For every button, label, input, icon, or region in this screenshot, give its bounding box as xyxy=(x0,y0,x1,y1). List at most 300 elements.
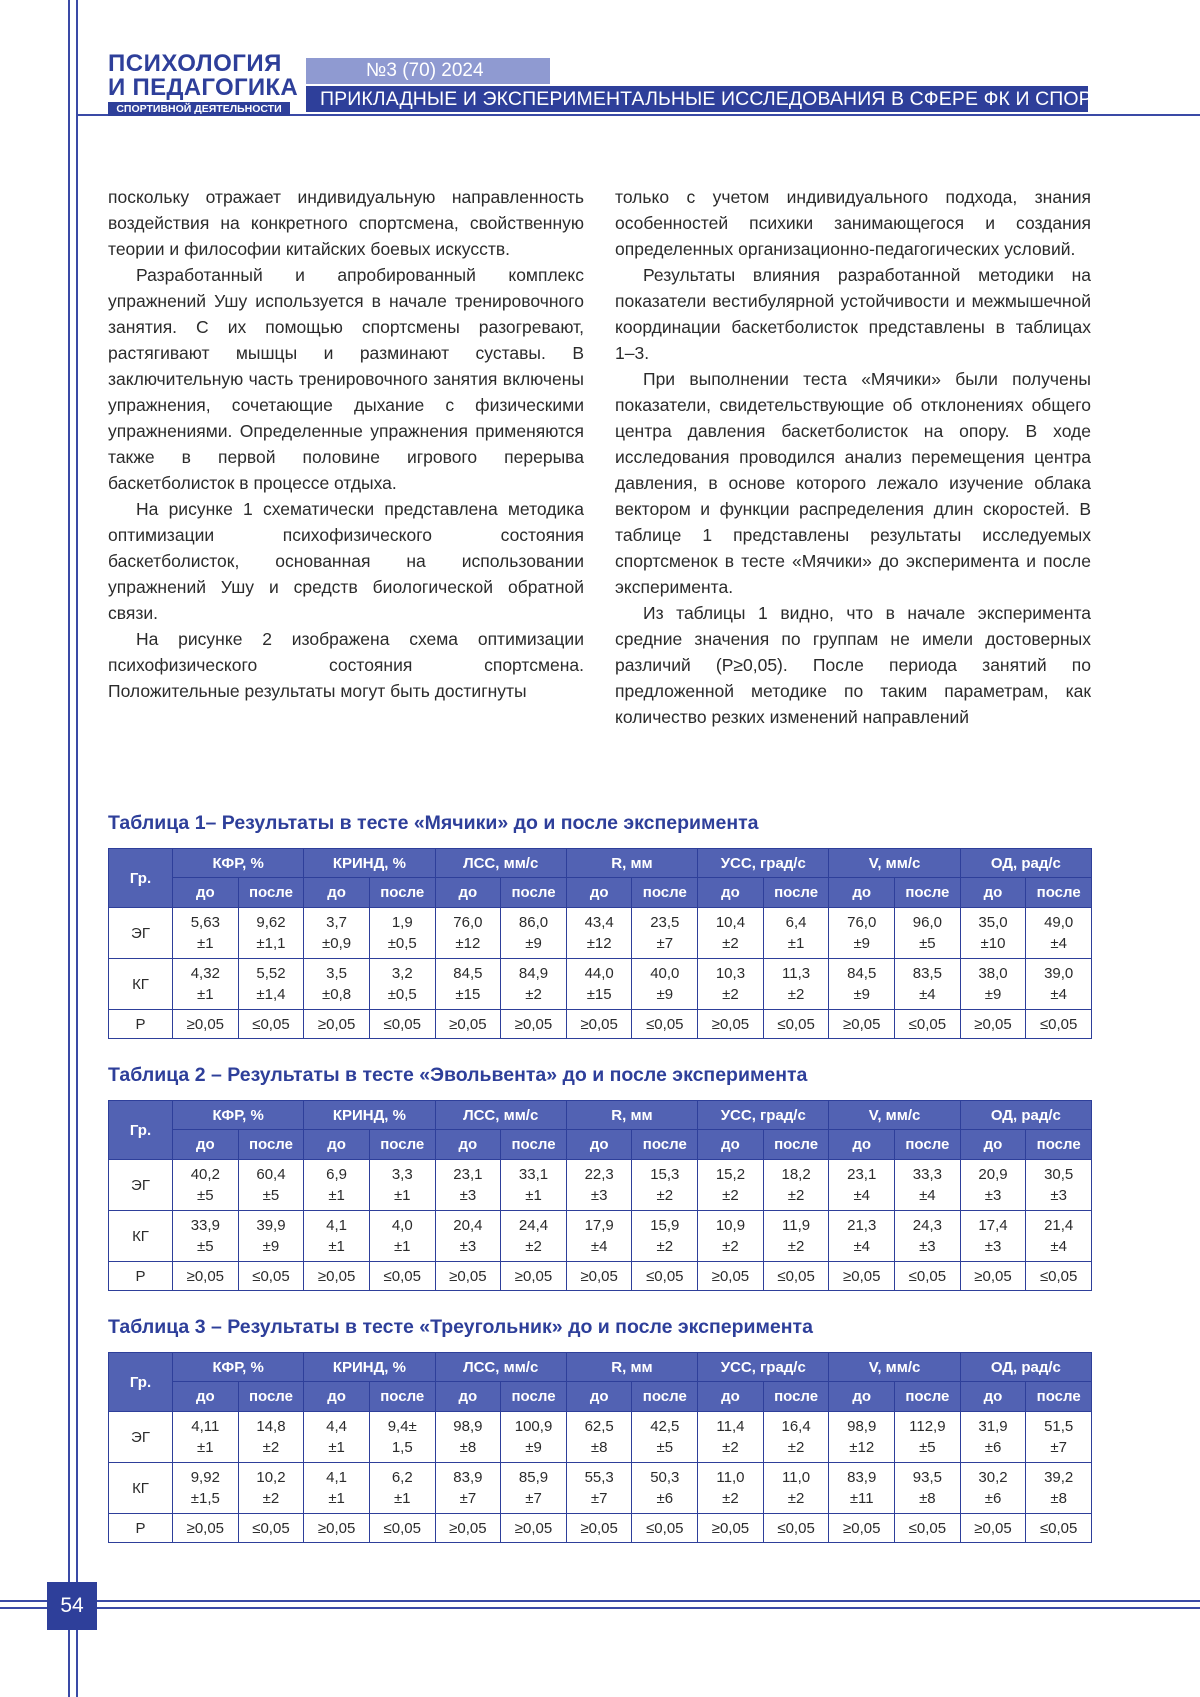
param-header: УСС, град/с xyxy=(698,1101,829,1130)
param-header: КРИНД, % xyxy=(304,849,435,878)
cell-mean: 39,0 xyxy=(1044,965,1074,982)
value-cell xyxy=(501,1211,567,1262)
cell-deviation: ±1,5 xyxy=(190,1490,220,1507)
cell-mean: 16,4 xyxy=(781,1418,811,1435)
after-header: после xyxy=(501,1130,567,1160)
param-header: R, мм xyxy=(566,849,697,878)
after-header: после xyxy=(369,1382,435,1412)
value-cell xyxy=(829,1160,895,1211)
cell-deviation: ±3 xyxy=(919,1238,936,1255)
value-cell xyxy=(1026,1412,1092,1463)
param-header: КФР, % xyxy=(173,1101,304,1130)
p-value-cell: ≥0,05 xyxy=(501,1010,567,1039)
value-cell xyxy=(501,959,567,1010)
p-value-cell: ≤0,05 xyxy=(763,1262,829,1291)
value-cell xyxy=(763,1211,829,1262)
cell-deviation: ±2 xyxy=(722,1490,739,1507)
before-header: до xyxy=(960,878,1026,908)
cell-mean: 24,4 xyxy=(518,1217,549,1234)
value-cell xyxy=(829,1463,895,1514)
cell-deviation: ±6 xyxy=(984,1439,1002,1456)
cell-deviation: ±8 xyxy=(459,1439,477,1456)
page-number: 54 xyxy=(47,1582,97,1630)
cell-mean: 112,9 xyxy=(909,1418,946,1435)
value-cell xyxy=(304,1463,370,1514)
p-value-cell: ≥0,05 xyxy=(566,1514,632,1543)
p-label: P xyxy=(109,1514,173,1543)
p-value-cell: ≥0,05 xyxy=(173,1262,239,1291)
param-header: КФР, % xyxy=(173,1353,304,1382)
before-header: до xyxy=(435,1130,501,1160)
journal-logo xyxy=(108,50,298,116)
value-cell xyxy=(304,959,370,1010)
cell-deviation: ±2 xyxy=(722,1187,739,1204)
frame-line-left-1 xyxy=(68,0,70,1697)
cell-mean: 10,3 xyxy=(715,965,746,982)
before-header: до xyxy=(698,1382,764,1412)
cell-mean: 4,11 xyxy=(191,1418,220,1435)
value-cell xyxy=(698,959,764,1010)
header-row xyxy=(109,849,1092,878)
cell-deviation: ±4 xyxy=(919,986,936,1003)
p-value-cell: ≥0,05 xyxy=(501,1514,567,1543)
cell-mean: 51,5 xyxy=(1044,1418,1074,1435)
cell-deviation: ±0,5 xyxy=(387,935,417,952)
cell-mean: 3,7 xyxy=(326,914,348,931)
before-header: до xyxy=(829,1130,895,1160)
p-value-cell: ≤0,05 xyxy=(895,1514,961,1543)
cell-deviation: ±2 xyxy=(262,1439,280,1456)
p-row xyxy=(109,1262,1092,1291)
paragraph: Результаты влияния разработанной методики на показатели вестибулярной устойчивости и межмышечной координации баскетболисток представлены в таблицах 1–3. xyxy=(615,265,1091,363)
p-value-cell: ≥0,05 xyxy=(698,1010,764,1039)
cell-mean: 83,9 xyxy=(847,1469,877,1486)
value-cell xyxy=(895,1463,961,1514)
cell-mean: 9,62 xyxy=(256,914,286,931)
cell-deviation: ±1 xyxy=(787,935,805,952)
before-header: до xyxy=(566,1382,632,1412)
p-value-cell: ≤0,05 xyxy=(238,1262,304,1291)
cell-deviation: ±0,9 xyxy=(322,935,352,952)
cell-mean: 4,0 xyxy=(391,1217,413,1234)
p-value-cell: ≤0,05 xyxy=(632,1010,698,1039)
cell-mean: 98,9 xyxy=(847,1418,877,1435)
cell-mean: 86,0 xyxy=(518,914,549,931)
cell-mean: 83,5 xyxy=(912,965,942,982)
cell-mean: 10,9 xyxy=(715,1217,746,1234)
table-1 xyxy=(108,848,1092,1039)
after-header: после xyxy=(895,1130,961,1160)
param-header: V, мм/с xyxy=(829,849,960,878)
paragraph: При выполнении теста «Мячики» были получены показатели, свидетельствующие об отклонениях общего центра давления баскетболисток на опору. В ходе исследования проводился анализ перемещения центра давления, в основе которого лежало изучение облака вектором и функции распределения длин скоростей. В таблице 1 представлены результаты исследуемых спортсменок в тесте «Мячики» до эксперимента и после эксперимента. xyxy=(615,369,1091,597)
issue-number: №3 (70) 2024 xyxy=(306,58,550,84)
cell-deviation: 1,5 xyxy=(391,1439,413,1456)
value-cell xyxy=(173,1160,239,1211)
value-cell xyxy=(960,1160,1026,1211)
cell-deviation: ±15 xyxy=(455,986,481,1003)
cell-deviation: ±5 xyxy=(197,1238,214,1255)
cell-mean: 76,0 xyxy=(453,914,483,931)
cell-deviation: ±12 xyxy=(849,1439,875,1456)
param-header: ЛСС, мм/с xyxy=(435,1353,566,1382)
param-header: КРИНД, % xyxy=(304,1101,435,1130)
p-value-cell: ≥0,05 xyxy=(501,1262,567,1291)
param-header: R, мм xyxy=(566,1101,697,1130)
group-cell: ЭГ xyxy=(109,1412,173,1463)
cell-deviation: ±8 xyxy=(1050,1490,1067,1507)
cell-deviation: ±3 xyxy=(984,1238,1002,1255)
p-value-cell: ≤0,05 xyxy=(632,1262,698,1291)
cell-deviation: ±1 xyxy=(328,1490,345,1507)
p-row xyxy=(109,1010,1092,1039)
right-column xyxy=(615,184,1091,730)
p-value-cell: ≤0,05 xyxy=(238,1010,304,1039)
after-header: после xyxy=(763,1382,829,1412)
cell-deviation: ±7 xyxy=(525,1490,542,1507)
param-header: ОД, рад/с xyxy=(960,1101,1091,1130)
subheader-row xyxy=(109,878,1092,908)
param-header: V, мм/с xyxy=(829,1353,960,1382)
cell-mean: 15,9 xyxy=(650,1217,680,1234)
value-cell xyxy=(763,1160,829,1211)
cell-mean: 21,3 xyxy=(847,1217,877,1234)
cell-mean: 20,4 xyxy=(453,1217,483,1234)
value-cell xyxy=(304,1160,370,1211)
cell-deviation: ±2 xyxy=(656,1187,674,1204)
cell-mean: 11,4 xyxy=(716,1418,745,1435)
cell-deviation: ±1 xyxy=(525,1187,542,1204)
value-cell xyxy=(369,1211,435,1262)
group-header: Гр. xyxy=(109,849,173,908)
cell-deviation: ±2 xyxy=(525,986,542,1003)
after-header: после xyxy=(501,878,567,908)
p-value-cell: ≥0,05 xyxy=(829,1262,895,1291)
cell-mean: 49,0 xyxy=(1044,914,1074,931)
after-header: после xyxy=(238,878,304,908)
p-value-cell: ≥0,05 xyxy=(960,1514,1026,1543)
cell-deviation: ±2 xyxy=(787,1490,805,1507)
param-header: ЛСС, мм/с xyxy=(435,849,566,878)
group-header: Гр. xyxy=(109,1101,173,1160)
cell-deviation: ±1 xyxy=(393,1490,411,1507)
cell-deviation: ±7 xyxy=(1050,1439,1067,1456)
group-cell: КГ xyxy=(109,1211,173,1262)
cell-mean: 10,2 xyxy=(256,1469,286,1486)
cell-deviation: ±9 xyxy=(853,986,871,1003)
cell-deviation: ±5 xyxy=(919,1439,936,1456)
group-cell: КГ xyxy=(109,959,173,1010)
value-cell xyxy=(960,908,1026,959)
cell-mean: 4,4 xyxy=(326,1418,348,1435)
p-value-cell: ≥0,05 xyxy=(435,1010,501,1039)
cell-mean: 55,3 xyxy=(584,1469,614,1486)
cell-mean: 11,9 xyxy=(782,1217,811,1234)
cell-mean: 4,1 xyxy=(326,1469,348,1486)
logo-line-2: И ПЕДАГОГИКА xyxy=(108,74,298,101)
cell-deviation: ±2 xyxy=(787,986,805,1003)
value-cell xyxy=(632,959,698,1010)
before-header: до xyxy=(566,878,632,908)
cell-deviation: ±2 xyxy=(722,1238,739,1255)
p-value-cell: ≤0,05 xyxy=(1026,1262,1092,1291)
cell-mean: 33,3 xyxy=(912,1166,942,1183)
cell-mean: 3,2 xyxy=(391,965,413,982)
table-row xyxy=(109,1211,1092,1262)
before-header: до xyxy=(173,1130,239,1160)
value-cell xyxy=(238,908,304,959)
cell-deviation: ±12 xyxy=(455,935,481,952)
before-header: до xyxy=(960,1130,1026,1160)
cell-deviation: ±9 xyxy=(853,935,871,952)
after-header: после xyxy=(501,1382,567,1412)
cell-mean: 15,2 xyxy=(715,1166,746,1183)
p-label: P xyxy=(109,1262,173,1291)
param-header: УСС, град/с xyxy=(698,1353,829,1382)
value-cell xyxy=(632,1463,698,1514)
table-3-caption: Таблица 3 – Результаты в тесте «Треугольник» до и после эксперимента xyxy=(108,1316,813,1338)
cell-deviation: ±4 xyxy=(590,1238,608,1255)
table-row xyxy=(109,1160,1092,1211)
p-value-cell: ≥0,05 xyxy=(960,1262,1026,1291)
value-cell xyxy=(238,1412,304,1463)
cell-deviation: ±8 xyxy=(919,1490,936,1507)
p-value-cell: ≥0,05 xyxy=(173,1010,239,1039)
cell-deviation: ±10 xyxy=(980,935,1006,952)
value-cell xyxy=(173,1412,239,1463)
left-column xyxy=(108,184,584,704)
cell-mean: 39,2 xyxy=(1044,1469,1074,1486)
cell-mean: 40,0 xyxy=(650,965,680,982)
cell-deviation: ±1 xyxy=(393,1187,411,1204)
cell-mean: 22,3 xyxy=(584,1166,614,1183)
p-value-cell: ≤0,05 xyxy=(1026,1010,1092,1039)
value-cell xyxy=(304,1211,370,1262)
table-2 xyxy=(108,1100,1092,1291)
p-value-cell: ≥0,05 xyxy=(698,1514,764,1543)
after-header: после xyxy=(369,1130,435,1160)
paragraph: На рисунке 2 изображена схема оптимизации психофизического состояния спортсмена. Положительные результаты могут быть достигнуты xyxy=(108,629,584,701)
table-row xyxy=(109,1412,1092,1463)
value-cell xyxy=(369,908,435,959)
paragraph: только с учетом индивидуального подхода, знания особенностей психики занимающегося и создания определенных организационно-педагогических условий. xyxy=(615,187,1091,259)
value-cell xyxy=(173,908,239,959)
param-header: R, мм xyxy=(566,1353,697,1382)
value-cell xyxy=(1026,959,1092,1010)
param-header: КФР, % xyxy=(173,849,304,878)
cell-deviation: ±4 xyxy=(919,1187,936,1204)
group-cell: ЭГ xyxy=(109,1160,173,1211)
cell-mean: 18,2 xyxy=(781,1166,811,1183)
cell-deviation: ±1 xyxy=(328,1238,345,1255)
cell-mean: 42,5 xyxy=(650,1418,680,1435)
cell-deviation: ±2 xyxy=(722,1439,739,1456)
value-cell xyxy=(632,1412,698,1463)
value-cell xyxy=(960,959,1026,1010)
after-header: после xyxy=(895,1382,961,1412)
value-cell xyxy=(960,1211,1026,1262)
cell-mean: 14,8 xyxy=(256,1418,286,1435)
cell-mean: 23,1 xyxy=(847,1166,877,1183)
cell-deviation: ±3 xyxy=(1050,1187,1067,1204)
cell-mean: 43,4 xyxy=(584,914,614,931)
cell-mean: 9,4± xyxy=(387,1418,417,1435)
header-row xyxy=(109,1101,1092,1130)
value-cell xyxy=(435,1211,501,1262)
p-value-cell: ≥0,05 xyxy=(304,1010,370,1039)
value-cell xyxy=(435,1412,501,1463)
value-cell xyxy=(698,908,764,959)
paragraph: Разработанный и апробированный комплекс упражнений Ушу используется в начале тренировочного занятия. С их помощью спортсмены разогревают, растягивают мышцы и разминают суставы. В заключительную часть тренировочного занятия включены упражнения, сочетающие дыхание с физическими упражнениями. Определенные упражнения применяются также в первой половине игрового перерыва баскетболисток в процессе отдыха. xyxy=(108,265,584,493)
table-3 xyxy=(108,1352,1092,1543)
value-cell xyxy=(501,908,567,959)
value-cell xyxy=(238,959,304,1010)
cell-mean: 17,4 xyxy=(978,1217,1008,1234)
cell-deviation: ±0,8 xyxy=(322,986,352,1003)
value-cell xyxy=(238,1211,304,1262)
cell-mean: 6,2 xyxy=(391,1469,413,1486)
cell-mean: 6,9 xyxy=(326,1166,348,1183)
cell-mean: 98,9 xyxy=(453,1418,483,1435)
before-header: до xyxy=(304,878,370,908)
value-cell xyxy=(369,1160,435,1211)
before-header: до xyxy=(960,1382,1026,1412)
after-header: после xyxy=(1026,878,1092,908)
value-cell xyxy=(829,959,895,1010)
value-cell xyxy=(1026,1463,1092,1514)
cell-mean: 5,63 xyxy=(190,914,220,931)
value-cell xyxy=(895,959,961,1010)
value-cell xyxy=(435,908,501,959)
after-header: после xyxy=(632,878,698,908)
cell-mean: 6,4 xyxy=(785,914,807,931)
p-value-cell: ≤0,05 xyxy=(369,1514,435,1543)
cell-deviation: ±3 xyxy=(984,1187,1002,1204)
p-row xyxy=(109,1514,1092,1543)
p-value-cell: ≥0,05 xyxy=(829,1010,895,1039)
table-row xyxy=(109,1463,1092,1514)
before-header: до xyxy=(435,1382,501,1412)
cell-deviation: ±5 xyxy=(656,1439,674,1456)
cell-mean: 38,0 xyxy=(978,965,1008,982)
p-value-cell: ≥0,05 xyxy=(304,1514,370,1543)
param-header: V, мм/с xyxy=(829,1101,960,1130)
value-cell xyxy=(1026,1211,1092,1262)
value-cell xyxy=(566,1412,632,1463)
cell-deviation: ±5 xyxy=(919,935,936,952)
p-value-cell: ≥0,05 xyxy=(173,1514,239,1543)
before-header: до xyxy=(566,1130,632,1160)
p-value-cell: ≥0,05 xyxy=(566,1262,632,1291)
param-header: ОД, рад/с xyxy=(960,849,1091,878)
value-cell xyxy=(238,1160,304,1211)
cell-deviation: ±3 xyxy=(459,1238,477,1255)
cell-mean: 84,5 xyxy=(847,965,877,982)
paragraph: поскольку отражает индивидуальную направленность воздействия на конкретного спортсмена, свойственную теории и философии китайских боевых искусств. xyxy=(108,187,584,259)
table-1-caption: Таблица 1– Результаты в тесте «Мячики» до и после эксперимента xyxy=(108,812,759,834)
before-header: до xyxy=(829,1382,895,1412)
cell-mean: 60,4 xyxy=(256,1166,286,1183)
value-cell xyxy=(369,1463,435,1514)
p-value-cell: ≤0,05 xyxy=(369,1010,435,1039)
cell-deviation: ±4 xyxy=(1050,986,1067,1003)
cell-deviation: ±2 xyxy=(787,1439,805,1456)
value-cell xyxy=(304,908,370,959)
paragraph: На рисунке 1 схематически представлена методика оптимизации психофизического состояния баскетболисток, основанная на использовании упражнений Ушу и средств биологической обратной связи. xyxy=(108,499,584,623)
before-header: до xyxy=(173,878,239,908)
cell-deviation: ±2 xyxy=(787,1238,805,1255)
value-cell xyxy=(698,1412,764,1463)
after-header: после xyxy=(238,1130,304,1160)
cell-mean: 83,9 xyxy=(453,1469,483,1486)
p-value-cell: ≤0,05 xyxy=(632,1514,698,1543)
value-cell xyxy=(698,1463,764,1514)
cell-deviation: ±6 xyxy=(984,1490,1002,1507)
cell-deviation: ±7 xyxy=(590,1490,608,1507)
cell-mean: 23,1 xyxy=(453,1166,483,1183)
value-cell xyxy=(895,1412,961,1463)
p-value-cell: ≤0,05 xyxy=(895,1262,961,1291)
table-row xyxy=(109,908,1092,959)
value-cell xyxy=(501,1412,567,1463)
value-cell xyxy=(829,1211,895,1262)
frame-line-bottom-1 xyxy=(0,1600,1200,1602)
cell-mean: 33,9 xyxy=(190,1217,220,1234)
p-value-cell: ≤0,05 xyxy=(1026,1514,1092,1543)
p-value-cell: ≥0,05 xyxy=(304,1262,370,1291)
cell-deviation: ±4 xyxy=(1050,1238,1067,1255)
cell-deviation: ±4 xyxy=(1050,935,1067,952)
cell-mean: 11,0 xyxy=(782,1469,811,1486)
cell-mean: 76,0 xyxy=(847,914,877,931)
value-cell xyxy=(960,1412,1026,1463)
cell-deviation: ±9 xyxy=(656,986,674,1003)
value-cell xyxy=(304,1412,370,1463)
cell-deviation: ±2 xyxy=(525,1238,542,1255)
cell-mean: 31,9 xyxy=(978,1418,1008,1435)
after-header: после xyxy=(1026,1130,1092,1160)
value-cell xyxy=(435,959,501,1010)
cell-mean: 96,0 xyxy=(912,914,942,931)
cell-mean: 17,9 xyxy=(584,1217,614,1234)
cell-deviation: ±2 xyxy=(262,1490,280,1507)
cell-deviation: ±9 xyxy=(262,1238,280,1255)
cell-deviation: ±1 xyxy=(197,1439,214,1456)
value-cell xyxy=(173,959,239,1010)
param-header: УСС, град/с xyxy=(698,849,829,878)
header-row xyxy=(109,1353,1092,1382)
before-header: до xyxy=(304,1130,370,1160)
cell-mean: 100,9 xyxy=(514,1418,553,1435)
before-header: до xyxy=(698,878,764,908)
cell-mean: 30,5 xyxy=(1044,1166,1074,1183)
cell-deviation: ±6 xyxy=(656,1490,674,1507)
after-header: после xyxy=(763,878,829,908)
value-cell xyxy=(566,1211,632,1262)
logo-line-3: СПОРТИВНОЙ ДЕЯТЕЛЬНОСТИ xyxy=(108,102,290,116)
p-value-cell: ≤0,05 xyxy=(763,1514,829,1543)
cell-mean: 5,52 xyxy=(256,965,286,982)
cell-mean: 9,92 xyxy=(190,1469,220,1486)
cell-mean: 33,1 xyxy=(518,1166,549,1183)
cell-mean: 39,9 xyxy=(256,1217,286,1234)
cell-mean: 84,5 xyxy=(453,965,483,982)
before-header: до xyxy=(829,878,895,908)
value-cell xyxy=(369,959,435,1010)
cell-deviation: ±2 xyxy=(722,935,739,952)
p-value-cell: ≤0,05 xyxy=(238,1514,304,1543)
value-cell xyxy=(829,1412,895,1463)
value-cell xyxy=(960,1463,1026,1514)
